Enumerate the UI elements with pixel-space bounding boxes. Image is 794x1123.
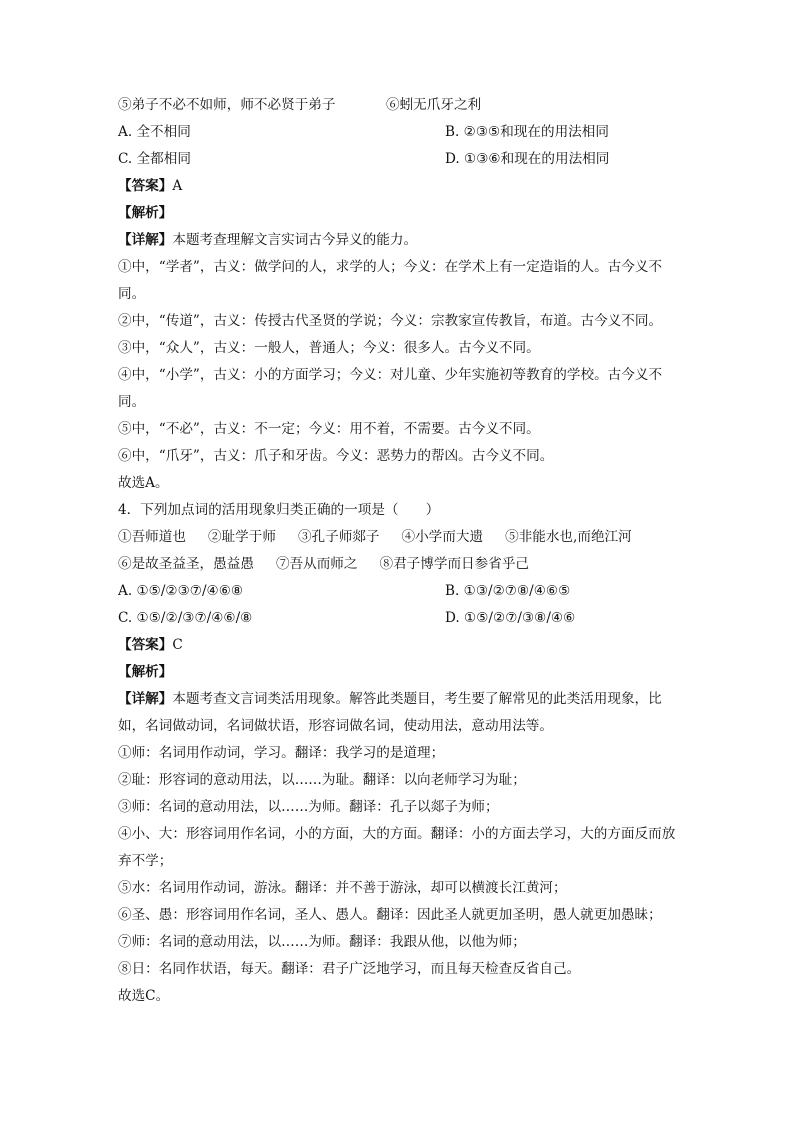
q4-items-row-1 [118,524,678,551]
q4-item-1: ①吾师道也 [118,529,186,545]
q3-item-5: ⑤弟子不必不如师，师不必贤于弟子 [118,97,336,113]
document-page [118,92,678,1010]
q3-answer [118,173,678,200]
q4-items-row-2 [118,551,678,578]
q4-detail-intro: 本题考查文言词类活用现象。解答此类题目，考生要了解常见的此类活用现象，比如，名词做动词，名词做状语，形容词做名词，使动用法，意动用法等。 [118,691,662,734]
q3-answer-value: A [172,178,183,194]
q4-conclusion: 故选C。 [118,988,170,1004]
q4-item-8: ⑧君子博学而日参省乎己 [379,556,530,572]
q4-option-c[interactable]: C. ①⑤/②/③⑦/④⑥/⑧ [118,610,253,626]
q3-explanation-3: ③中，“众人”，古义：一般人，普通人；今义：很多人。古今义不同。 [118,340,540,356]
q4-item-2: ②耻学于师 [207,529,276,545]
q4-item-6: ⑥是故圣益圣，愚益愚 [118,556,254,572]
q3-explanation-5: ⑤中，“不必”，古义：不一定；今义：用不着，不需要。古今义不同。 [118,421,540,437]
q3-detail [118,227,678,254]
q4-explanation-5: ⑤水：名词用作动词，游泳。翻译：并不善于游泳，却可以横渡长江黄河； [118,880,567,896]
q3-option-b[interactable]: B. ②③⑤和现在的用法相同 [445,124,609,140]
q3-conclusion: 故选A。 [118,475,169,491]
q4-explanation-3: ③师：名词的意动用法，以……为师。翻译：孔子以郯子为师； [118,799,499,815]
q3-analysis-heading [118,200,678,227]
q4-detail [118,686,678,740]
q4-item-4: ④小学而大遗 [401,529,484,545]
q4-options-row-1 [118,578,678,605]
q4-analysis-tag: 【解析】 [118,664,173,680]
q3-answer-tag: 【答案】 [118,178,173,194]
q4-option-d[interactable]: D. ①⑤/②⑦/③⑧/④⑥ [445,610,576,626]
q4-answer-tag: 【答案】 [118,637,173,653]
q3-items-row [118,92,678,119]
q4-explanation-2: ②耻：形容词的意动用法，以……为耻。翻译：以向老师学习为耻； [118,772,526,788]
q4-analysis-heading [118,659,678,686]
q3-option-a[interactable]: A. 全不相同 [118,124,191,140]
q3-explanation-6: ⑥中，“爪牙”，古义：爪子和牙齿。今义：恶势力的帮凶。古今义不同。 [118,448,554,464]
q4-answer [118,632,678,659]
q3-item-6: ⑥蚓无爪牙之利 [386,97,482,113]
q4-explanation-6: ⑥圣、愚：形容词用作名词，圣人、愚人。翻译：因此圣人就更加圣明，愚人就更加愚昧； [118,907,662,923]
q4-explanation-4: ④小、大：形容词用作名词，小的方面，大的方面。翻译：小的方面去学习，大的方面反而放弃不学； [118,826,676,869]
q4-explanation-1: ①师：名词用作动词，学习。翻译：我学习的是道理； [118,745,445,761]
q3-explanation-4: ④中，“小学”，古义：小的方面学习；今义：对儿童、少年实施初等教育的学校。古今义不同。 [118,367,663,410]
q3-options-row-2 [118,146,678,173]
q3-explanation-1: ①中，“学者”，古义：做学问的人，求学的人；今义：在学术上有一定造诣的人。古今义不同。 [118,259,663,302]
q4-detail-tag: 【详解】 [118,691,173,707]
q3-option-d[interactable]: D. ①③⑥和现在的用法相同 [445,151,610,167]
q3-option-c[interactable]: C. 全都相同 [118,151,191,167]
q3-detail-intro: 本题考查理解文言实词古今异义的能力。 [172,232,418,248]
q4-answer-value: C [172,637,183,653]
q4-options-row-2 [118,605,678,632]
q3-detail-tag: 【详解】 [118,232,173,248]
q3-options-row-1 [118,119,678,146]
q4-explanation-8: ⑧日：名同作状语，每天。翻译：君子广泛地学习，而且每天检查反省自己。 [118,961,581,977]
q4-item-5: ⑤非能水也,而绝江河 [505,529,632,545]
q4-option-a[interactable]: A. ①⑤/②③⑦/④⑥⑧ [118,583,244,599]
q4-item-7: ⑦吾从而师之 [275,556,358,572]
q4-item-3: ③孔子师郯子 [297,529,380,545]
q4-explanation-7: ⑦师：名词的意动用法，以……为师。翻译：我跟从他，以他为师； [118,934,526,950]
q4-option-b[interactable]: B. ①③/②⑦⑧/④⑥⑤ [445,583,571,599]
q4-stem: 4．下列加点词的活用现象归类正确的一项是（ ） [118,502,440,518]
q3-analysis-tag: 【解析】 [118,205,173,221]
q3-explanation-2: ②中，“传道”，古义：传授古代圣贤的学说；今义：宗教家宣传教旨，布道。古今义不同。 [118,313,663,329]
